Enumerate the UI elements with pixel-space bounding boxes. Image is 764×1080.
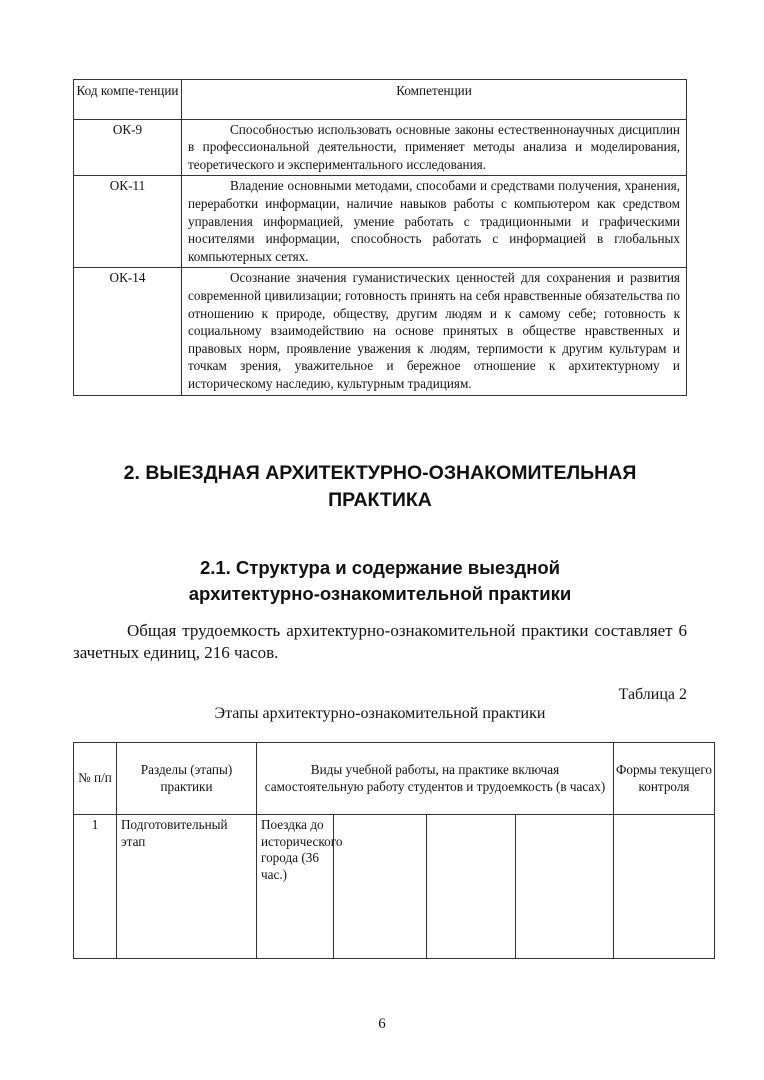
table-header-row: [74, 80, 687, 120]
table-row: [74, 119, 687, 176]
row-section: Подготовительный этап: [117, 815, 257, 959]
competency-code: ОК-14: [74, 268, 182, 395]
table-row: [74, 268, 687, 395]
row-control-form: [614, 815, 715, 959]
header-competencies: Компетенции: [182, 80, 687, 120]
header-code: Код компе-тенции: [74, 80, 182, 120]
table-row: [74, 815, 715, 959]
competency-text: Владение основными методами, способами и средствами получения, хранения, переработки информации, наличие навыков работы с компьютером как средством управления информацией, умение работать с традиционными и графическими носителями информации, способность работать с информацией в глобальных компьютерных сетях.: [188, 178, 680, 264]
header-control-forms: Формы текущего контроля: [614, 743, 715, 815]
page-number: 6: [378, 1016, 386, 1032]
header-number: № п/п: [74, 743, 117, 815]
subsection-heading-line1: 2.1. Структура и содержание выездной: [199, 557, 561, 578]
section-heading-line1: 2. ВЫЕЗДНАЯ АРХИТЕКТУРНО-ОЗНАКОМИТЕЛЬНАЯ: [123, 462, 637, 484]
row-work-2: [334, 815, 427, 959]
table-title: Этапы архитектурно-ознакомительной практики: [214, 705, 546, 722]
subsection-heading-line2: архитектурно-ознакомительной практики: [188, 583, 572, 604]
subsection-heading: [73, 555, 687, 607]
competencies-table: [73, 79, 687, 396]
row-number: 1: [74, 815, 117, 959]
body-paragraph: Общая трудоемкость архитектурно-ознакомительной практики составляет 6 зачетных единиц, 216 часов.: [73, 621, 687, 662]
competency-code: ОК-11: [74, 176, 182, 268]
competency-text: Способностью использовать основные законы естественнонаучных дисциплин в профессиональной деятельности, применяет методы анализа и моделирования, теоретического и экспериментального исследования.: [188, 121, 680, 172]
table-row: [74, 176, 687, 268]
section-heading-line2: ПРАКТИКА: [328, 489, 432, 511]
table-label: Таблица 2: [618, 686, 687, 703]
header-work-types: Виды учебной работы, на практике включая самостоятельную работу студентов и трудоемкость (в часах): [257, 743, 614, 815]
stages-table: [73, 742, 715, 959]
row-work-4: [516, 815, 614, 959]
table-header-row: [74, 743, 715, 815]
row-work-1: Поездка до исторического города (36 час.): [257, 815, 334, 959]
competency-code: ОК-9: [74, 119, 182, 176]
header-sections: Разделы (этапы) практики: [117, 743, 257, 815]
section-heading: [73, 460, 687, 514]
row-work-3: [427, 815, 516, 959]
competency-text: Осознание значения гуманистических ценностей для сохранения и развития современной цивилизации; готовность принять на себя нравственные обязательства по отношению к природе, обществу, другим людям и к самому себе; готовность к социальному взаимодействию на основе принятых в обществе нравственных и правовых норм, проявление уважения к людям, терпимости к другим культурам и точкам зрения, уважительное и бережное отношение к архитектурному и историческому наследию, культурным традициям.: [188, 270, 680, 391]
